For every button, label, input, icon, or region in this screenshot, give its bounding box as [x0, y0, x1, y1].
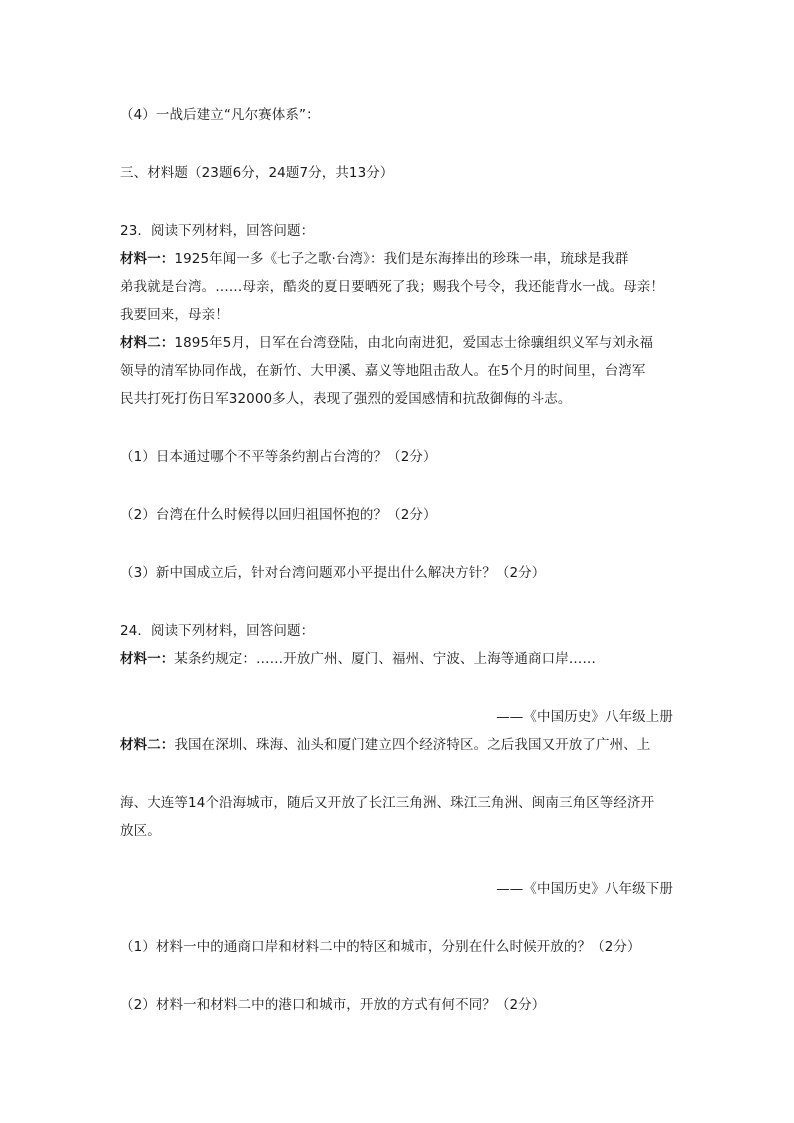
question-23-2: （2）台湾在什么时候得以回归祖国怀抱的？（2分） [120, 507, 437, 523]
q23-material-1-line-1 [120, 249, 680, 269]
q24-material-2-source: ——《中国历史》八年级下册 [496, 881, 673, 897]
q23-material-2-line-1 [120, 333, 680, 353]
q24-material-1-line [120, 649, 680, 669]
q23-material-1-line-3: 我要回来，母亲！ [120, 307, 229, 323]
q24-material-1-label: 材料一： [120, 651, 175, 667]
q24-material-1-text: 某条约规定：……开放广州、厦门、福州、宁波、上海等通商口岸…… [174, 651, 597, 667]
question-22-4: （4）一战后建立“凡尔赛体系”： [120, 107, 320, 123]
q23-material-1-text-1: 1925年闻一多《七子之歌·台湾》：我们是东海捧出的珍珠一串，琉球是我群 [174, 251, 629, 267]
q23-material-1-line-2: 弟我就是台湾。……母亲，酷炎的夏日要晒死了我；赐我个号令，我还能背水一战。母亲！ [120, 279, 664, 295]
q23-material-2-label: 材料二： [120, 335, 175, 351]
q24-material-2-line-2: 海、大连等14个沿海城市，随后又开放了长江三角洲、珠江三角洲、闽南三角区等经济开 [120, 795, 655, 811]
question-23-3: （3）新中国成立后，针对台湾问题邓小平提出什么解决方针？（2分） [120, 565, 546, 581]
q23-material-2-line-3: 民共打死打伤日军32000多人，表现了强烈的爱国感情和抗敌御侮的斗志。 [120, 391, 572, 407]
q24-material-2-line-3: 放区。 [120, 823, 161, 839]
q24-material-2-line-1 [120, 735, 680, 755]
question-24-intro: 24．阅读下列材料，回答问题： [120, 623, 315, 639]
question-23-1: （1）日本通过哪个不平等条约割占台湾的？（2分） [120, 449, 437, 465]
question-23-intro: 23．阅读下列材料，回答问题： [120, 223, 315, 239]
q24-material-1-source: ——《中国历史》八年级上册 [496, 709, 673, 725]
q23-material-2-text-1: 1895年5月，日军在台湾登陆，由北向南进犯，爱国志士徐骧组织义军与刘永福 [174, 335, 654, 351]
q24-material-2-label: 材料二： [120, 737, 175, 753]
q24-material-2-text-1: 我国在深圳、珠海、汕头和厦门建立四个经济特区。之后我国又开放了广州、上 [174, 737, 651, 753]
question-24-1: （1）材料一中的通商口岸和材料二中的特区和城市，分别在什么时候开放的？（2分） [120, 939, 641, 955]
q23-material-1-label: 材料一： [120, 251, 175, 267]
section-3-heading: 三、材料题（23题6分，24题7分，共13分） [120, 165, 394, 181]
q23-material-2-line-2: 领导的清军协同作战，在新竹、大甲溪、嘉义等地阻击敌人。在5个月的时间里，台湾军 [120, 363, 646, 379]
question-24-2: （2）材料一和材料二中的港口和城市，开放的方式有何不同？（2分） [120, 997, 546, 1013]
